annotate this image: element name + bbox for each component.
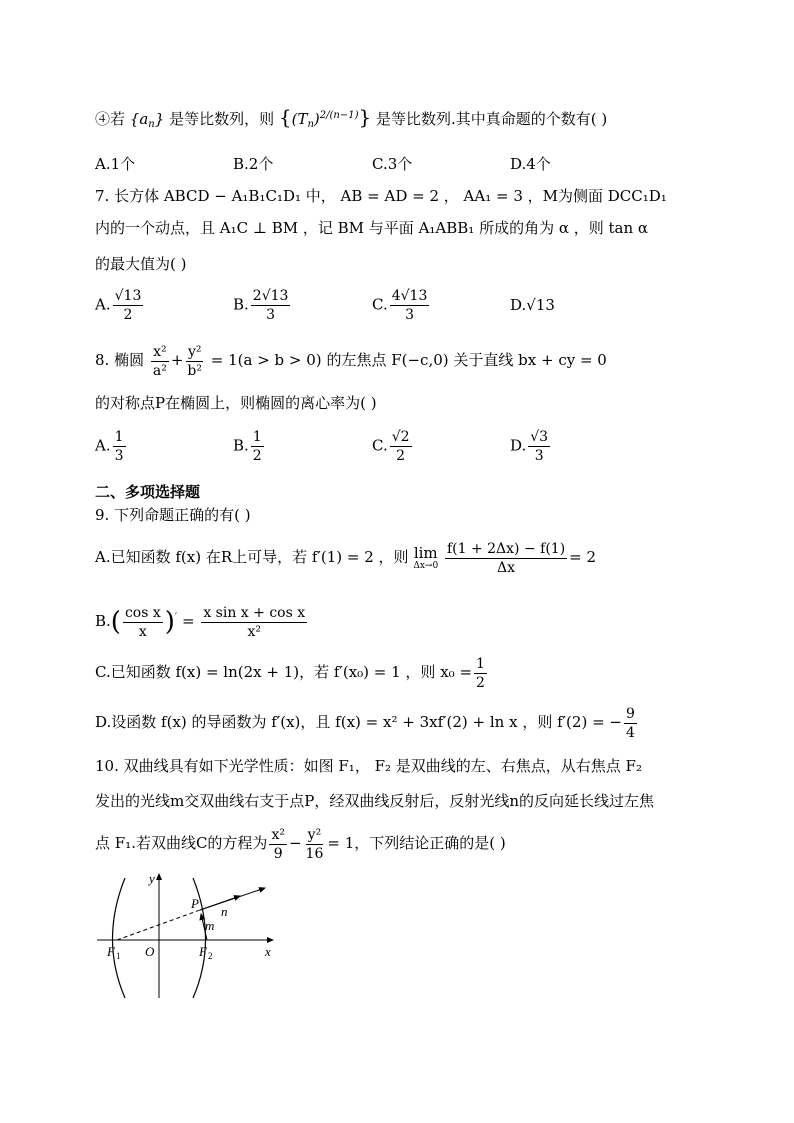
- q8-option-b[interactable]: B. $\frac{1}{2}$: [233, 429, 262, 464]
- q6-seq1: $\{a_n\}$: [129, 110, 165, 130]
- q7-option-c[interactable]: C. $\frac{4√13}{3}$: [372, 288, 428, 323]
- q8-line2: 的对称点P在椭圆上，则椭圆的离心率为( ): [95, 394, 377, 412]
- svg-text:2: 2: [208, 951, 213, 961]
- q7-option-a[interactable]: A. $\frac{√13}{2}$: [95, 288, 142, 323]
- q9-stem: 9. 下列命题正确的有( ): [95, 506, 251, 524]
- q9-option-d[interactable]: D.设函数 f(x) 的导函数为 f′(x)，且 f(x) = x² + 3xf′(2) + ln x ，则 f′(2) = − $\frac{9}{4}$: [95, 705, 635, 741]
- hyperbola-figure: [95, 868, 295, 1008]
- q8-option-c[interactable]: C. $\frac{√2}{2}$: [372, 429, 410, 464]
- q6-item4-suffix: 是等比数列.其中真命题的个数有( ): [376, 110, 608, 128]
- q7-line2: 内的一个动点，且 A₁C ⊥ BM ，记 BM 与平面 A₁ABB₁ 所成的角为 α ，则 tan α: [95, 219, 649, 237]
- label-o: O: [145, 944, 155, 959]
- label-n: n: [221, 904, 228, 919]
- label-f2: F: [199, 944, 207, 959]
- q9-option-b[interactable]: B.( $\frac{\text{cos x}}{x}$ )′ = $\frac{\text{x sin x + cos x}}{\text{x²}}$: [95, 604, 306, 640]
- left-branch: [113, 878, 126, 998]
- q6-option-b[interactable]: B.2个: [233, 155, 274, 173]
- label-y: y: [149, 871, 155, 886]
- q7-option-d[interactable]: D.√13: [510, 296, 555, 314]
- q10-line1: 10. 双曲线具有如下光学性质：如图 F₁， F₂ 是双曲线的左、右焦点，从右焦点 F₂: [95, 757, 642, 775]
- q8-option-a[interactable]: A. $\frac{1}{3}$: [95, 429, 124, 464]
- label-f1: F: [107, 944, 115, 959]
- q9-option-c[interactable]: C.已知函数 f(x) = ln(2x + 1)，若 f′(x₀) = 1 ，则 x₀ = $\frac{1}{2}$: [95, 655, 485, 691]
- q6-option-c[interactable]: C.3个: [372, 155, 413, 173]
- q9-option-a[interactable]: A.已知函数 f(x) 在R上可导，若 f′(1) = 2 ，则 lim Δx→0 $\frac{f(1 + 2\Delta x) - f(1)}{\Delta x}$ = 2: [95, 540, 597, 576]
- q10-line2: 发出的光线m交双曲线右支于点P，经双曲线反射后，反射光线n的反向延长线过左焦: [95, 792, 654, 810]
- q8-option-d[interactable]: D. $\frac{√3}{3}$: [510, 429, 549, 464]
- q7-option-b[interactable]: B. $\frac{2√13}{3}$: [233, 288, 289, 323]
- section-heading: 二、多项选择题: [95, 483, 201, 501]
- q6-option-d[interactable]: D.4个: [510, 155, 551, 173]
- q6-option-a[interactable]: A.1个: [95, 155, 136, 173]
- q6-item4: ④若 $\{a_n\}$ 是等比数列，则 $\{(T_n)^{2/(n-1)}\}$ 是等比数列.其中真命题的个数有( ): [95, 105, 608, 130]
- q6-item4-prefix: ④若: [95, 110, 126, 128]
- q8-line1: 8. 椭圆 $\frac{\text{x²}}{\text{a²}}$ + $\frac{\text{y²}}{\text{b²}}$ = 1(a > b > 0) 的左焦点 F(−c,0) 关于直线 bx + cy = 0: [95, 343, 607, 379]
- q7-line1: 7. 长方体 ABCD − A₁B₁C₁D₁ 中， AB = AD = 2 ， AA₁ = 3 ，M为侧面 DCC₁D₁: [95, 187, 667, 205]
- svg-text:1: 1: [116, 951, 121, 961]
- label-x: x: [265, 944, 271, 959]
- q6-seq2: {: [278, 105, 292, 129]
- q8-mid: 的左焦点 F(−c,0) 关于直线 bx + cy = 0: [326, 351, 607, 369]
- q10-line3: 点 F₁.若双曲线C的方程为 $\frac{\text{x²}}{9}$ − $\frac{\text{y²}}{16}$ = 1，下列结论正确的是( ): [95, 826, 506, 862]
- label-p: P: [191, 896, 199, 911]
- q6-item4-mid: 是等比数列，则: [169, 110, 275, 128]
- q8-eq: = 1(a > b > 0): [210, 351, 322, 369]
- label-m: m: [205, 918, 215, 933]
- q7-line3: 的最大值为( ): [95, 255, 187, 273]
